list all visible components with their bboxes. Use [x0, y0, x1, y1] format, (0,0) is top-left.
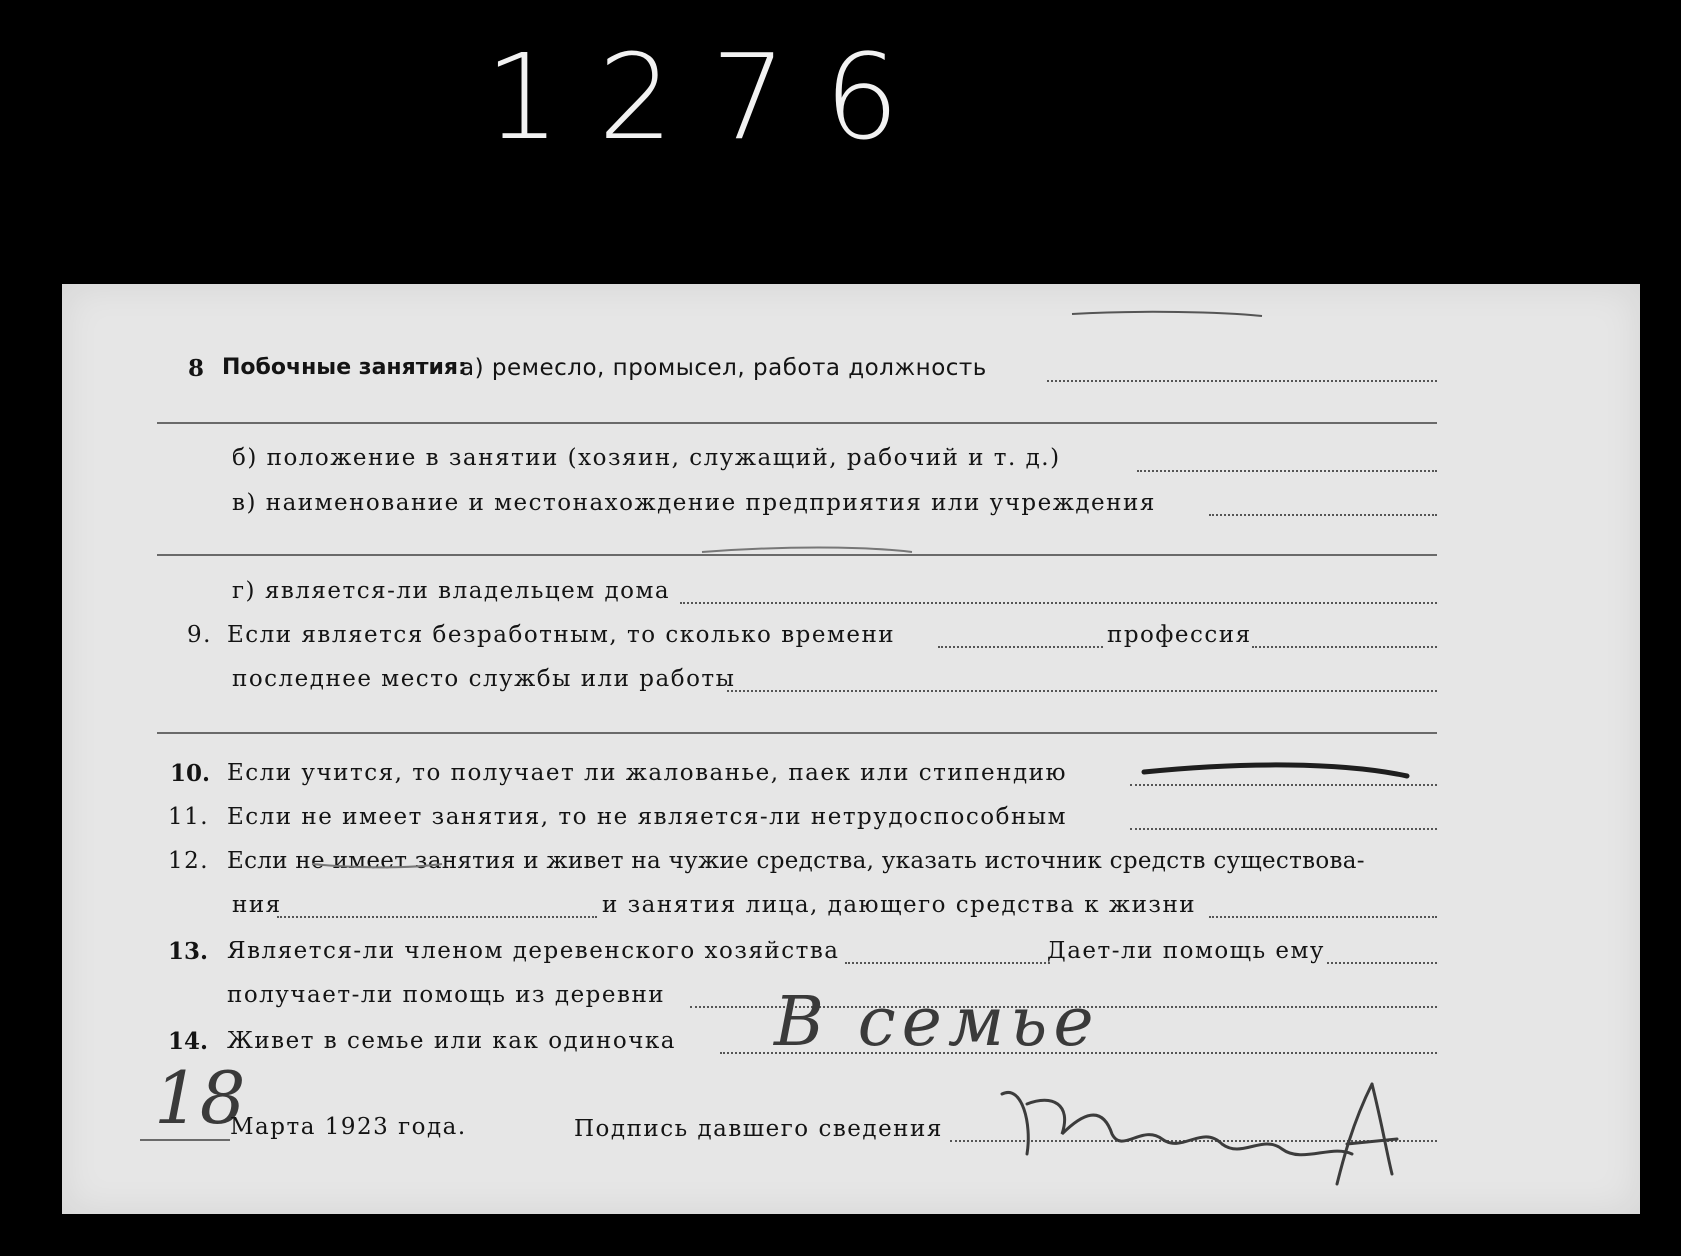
- q13-help-label: Дает-ли помощь ему: [1047, 938, 1325, 964]
- q14-number: 14.: [168, 1028, 209, 1055]
- q12-line2-label: ния: [232, 892, 282, 918]
- footer-signature-label: Подпись давшего сведения: [574, 1116, 943, 1142]
- q12-line2b-label: и занятия лица, дающего средства к жизни: [602, 892, 1197, 918]
- q9-number: 9.: [187, 622, 212, 648]
- q8-b-label: б) положение в занятии (хозяин, служащий, рабочий и т. д.): [232, 445, 1061, 471]
- q13-line1-label: Является-ли членом деревенского хозяйства: [227, 938, 840, 964]
- q10-number: 10.: [170, 760, 211, 787]
- q10-label: Если учится, то получает ли жалованье, паек или стипендию: [227, 760, 1067, 786]
- q8-title: Побочные занятия:: [222, 355, 467, 380]
- q9-profession-label: профессия: [1107, 622, 1252, 648]
- q8-a-label: а) ремесло, промысел, работа должность: [460, 355, 987, 381]
- q11-label: Если не имеет занятия, то не является-ли нетрудоспособным: [227, 804, 1067, 830]
- pencil-stroke-marks: [62, 284, 1640, 1214]
- q11-number: 11.: [168, 804, 210, 830]
- footer-day-handwriting: 18: [154, 1056, 246, 1140]
- q8-v-label: в) наименование и местонахождение предприятия или учреждения: [232, 490, 1156, 516]
- archive-number: 1276: [485, 28, 938, 166]
- q12-line1-label: Если не имеет занятия и живет на чужие средства, указать источник средств существова-: [227, 848, 1365, 874]
- footer-date-text: Марта 1923 года.: [230, 1114, 467, 1140]
- q12-number: 12.: [168, 848, 210, 874]
- q8-number: 8: [188, 355, 205, 382]
- questionnaire-card: [62, 284, 1640, 1214]
- q13-line2-label: получает-ли помощь из деревни: [227, 982, 666, 1008]
- q14-label: Живет в семье или как одиночка: [227, 1028, 677, 1054]
- q9-line1-label: Если является безработным, то сколько времени: [227, 622, 896, 648]
- q13-number: 13.: [168, 938, 209, 965]
- q14-answer-handwriting: В семье: [774, 983, 1100, 1062]
- q8-g-label: г) является-ли владельцем дома: [232, 578, 671, 604]
- q9-line2-label: последнее место службы или работы: [232, 666, 736, 692]
